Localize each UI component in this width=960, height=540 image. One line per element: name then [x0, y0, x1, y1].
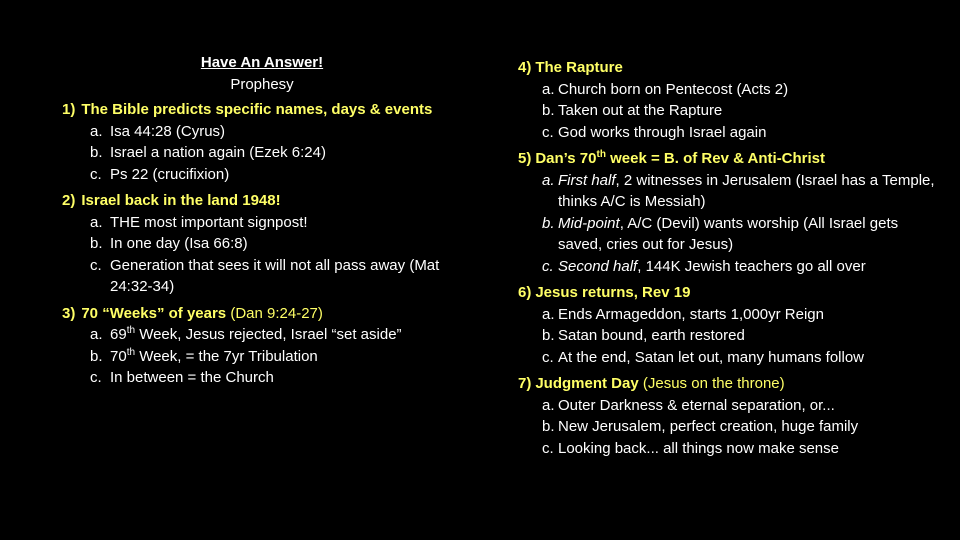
- section-heading: [62, 190, 462, 212]
- item-text: At the end, Satan let out, many humans follow: [558, 348, 865, 366]
- section-number: 7): [518, 375, 532, 392]
- section-title: The Bible predicts specific names, days & events: [81, 101, 433, 118]
- section-heading: [518, 282, 938, 304]
- list-item: [518, 122, 938, 144]
- item-text: [110, 346, 462, 368]
- section-title: Israel back in the land 1948!: [81, 192, 281, 209]
- left-column: [62, 52, 462, 394]
- list-item: [62, 121, 462, 143]
- ordinal-suffix: th: [126, 346, 136, 358]
- item-letter: c.: [542, 257, 554, 275]
- section-reference: (Dan 9:24-27): [230, 304, 323, 322]
- section-title: [535, 373, 938, 395]
- section-title: [535, 148, 938, 170]
- section-7: [518, 373, 938, 459]
- section-4: [518, 57, 938, 143]
- item-rest: , 144K Jewish teachers go all over: [637, 257, 866, 275]
- item-text: [110, 324, 462, 346]
- item-rest: Week, Jesus rejected, Israel “set aside”: [135, 326, 402, 343]
- list-item: [518, 100, 938, 122]
- section-heading: [518, 57, 938, 79]
- item-rest: Week, = the 7yr Tribulation: [135, 347, 318, 365]
- item-letter: c.: [90, 256, 102, 274]
- section-number: 5): [518, 150, 532, 167]
- item-text: Isa 44:28 (Cyrus): [110, 122, 226, 140]
- list-item: [518, 438, 938, 460]
- item-emphasis: Mid-point: [558, 214, 620, 232]
- list-item: [62, 233, 462, 255]
- item-letter: c.: [90, 369, 102, 386]
- item-text: Looking back... all things now make sense: [558, 439, 839, 457]
- item-letter: b.: [542, 418, 555, 435]
- list-item: [62, 346, 462, 368]
- item-text: THE most important signpost!: [110, 213, 308, 231]
- section-number: 3): [62, 304, 76, 322]
- section-number: 6): [518, 284, 532, 301]
- item-letter: b.: [542, 102, 555, 119]
- list-item: [62, 212, 462, 234]
- item-letter: a.: [542, 305, 555, 323]
- item-emphasis: First half: [558, 171, 616, 189]
- item-text: Israel a nation again (Ezek 6:24): [110, 144, 326, 161]
- item-letter: c.: [542, 439, 554, 457]
- section-heading: [62, 99, 462, 121]
- section-title-rest: week = B. of Rev & Anti-Christ: [605, 150, 826, 167]
- section-2: [62, 190, 462, 298]
- item-text: God works through Israel again: [558, 123, 767, 141]
- item-text: Satan bound, earth restored: [558, 327, 745, 344]
- slide-title: Have An Answer!: [200, 54, 324, 71]
- item-letter: b.: [542, 327, 555, 344]
- list-item: [518, 170, 938, 213]
- item-text: In between = the Church: [110, 369, 274, 386]
- list-item: [518, 347, 938, 369]
- item-letter: a.: [90, 122, 103, 140]
- item-text: [558, 256, 938, 278]
- slide-subtitle: Prophesy: [230, 76, 294, 93]
- section-6: [518, 282, 938, 368]
- section-5: [518, 148, 938, 277]
- item-text: Church born on Pentecost (Acts 2): [558, 80, 789, 98]
- section-heading: [62, 303, 462, 325]
- list-item: [518, 416, 938, 438]
- item-letter: b.: [90, 347, 103, 365]
- item-letter: c.: [542, 348, 554, 366]
- section-title: [81, 303, 462, 325]
- list-item: [62, 164, 462, 186]
- item-rest: , 2 witnesses in Jerusalem (Israel has a Temple, thinks A/C is Messiah): [558, 171, 935, 210]
- item-letter: a.: [542, 396, 555, 414]
- section-number: 2): [62, 192, 76, 209]
- list-item: [518, 395, 938, 417]
- item-letter: a.: [542, 171, 555, 189]
- ordinal-suffix: th: [596, 149, 606, 160]
- item-text: [558, 170, 938, 213]
- item-emphasis: Second half: [558, 257, 638, 275]
- item-letter: b.: [542, 214, 555, 232]
- item-letter: a.: [90, 326, 103, 343]
- list-item: [62, 255, 462, 298]
- section-title: Jesus returns, Rev 19: [535, 284, 691, 301]
- item-text: In one day (Isa 66:8): [110, 235, 248, 252]
- item-text: New Jerusalem, perfect creation, huge family: [558, 418, 859, 435]
- right-column: [518, 57, 938, 464]
- section-number: 1): [62, 101, 76, 118]
- list-item: [518, 256, 938, 278]
- item-rest: , A/C (Devil) wants worship (All Israel gets saved, cries out for Jesus): [558, 214, 899, 253]
- item-text: Outer Darkness & eternal separation, or...: [558, 396, 835, 414]
- section-title: The Rapture: [535, 59, 623, 76]
- item-letter: c.: [542, 123, 554, 141]
- list-item: [518, 213, 938, 256]
- section-heading: [518, 373, 938, 395]
- section-number: 4): [518, 59, 532, 76]
- item-text: Ends Armageddon, starts 1,000yr Reign: [558, 305, 824, 323]
- section-title-text: Dan’s 70: [535, 150, 597, 167]
- item-text: [558, 213, 938, 256]
- section-heading: [518, 148, 938, 170]
- list-item: [518, 79, 938, 101]
- section-title-text: Judgment Day: [535, 375, 639, 392]
- list-item: [62, 324, 462, 346]
- section-3: [62, 303, 462, 389]
- ordinal-suffix: th: [126, 325, 136, 336]
- ordinal-number: 70: [110, 347, 127, 365]
- item-letter: c.: [90, 165, 102, 183]
- ordinal-number: 69: [110, 326, 127, 343]
- section-title-text: 70 “Weeks” of years: [81, 304, 227, 322]
- list-item: [62, 142, 462, 164]
- list-item: [62, 367, 462, 389]
- item-letter: a.: [90, 213, 103, 231]
- item-text: Taken out at the Rapture: [558, 102, 723, 119]
- item-text: Ps 22 (crucifixion): [110, 165, 230, 183]
- list-item: [518, 304, 938, 326]
- section-1: [62, 99, 462, 185]
- list-item: [518, 325, 938, 347]
- item-text: Generation that sees it will not all pass away (Mat 24:32-34): [110, 256, 440, 295]
- item-letter: a.: [542, 80, 555, 98]
- item-letter: b.: [90, 144, 103, 161]
- item-letter: b.: [90, 235, 103, 252]
- section-reference: (Jesus on the throne): [642, 375, 785, 392]
